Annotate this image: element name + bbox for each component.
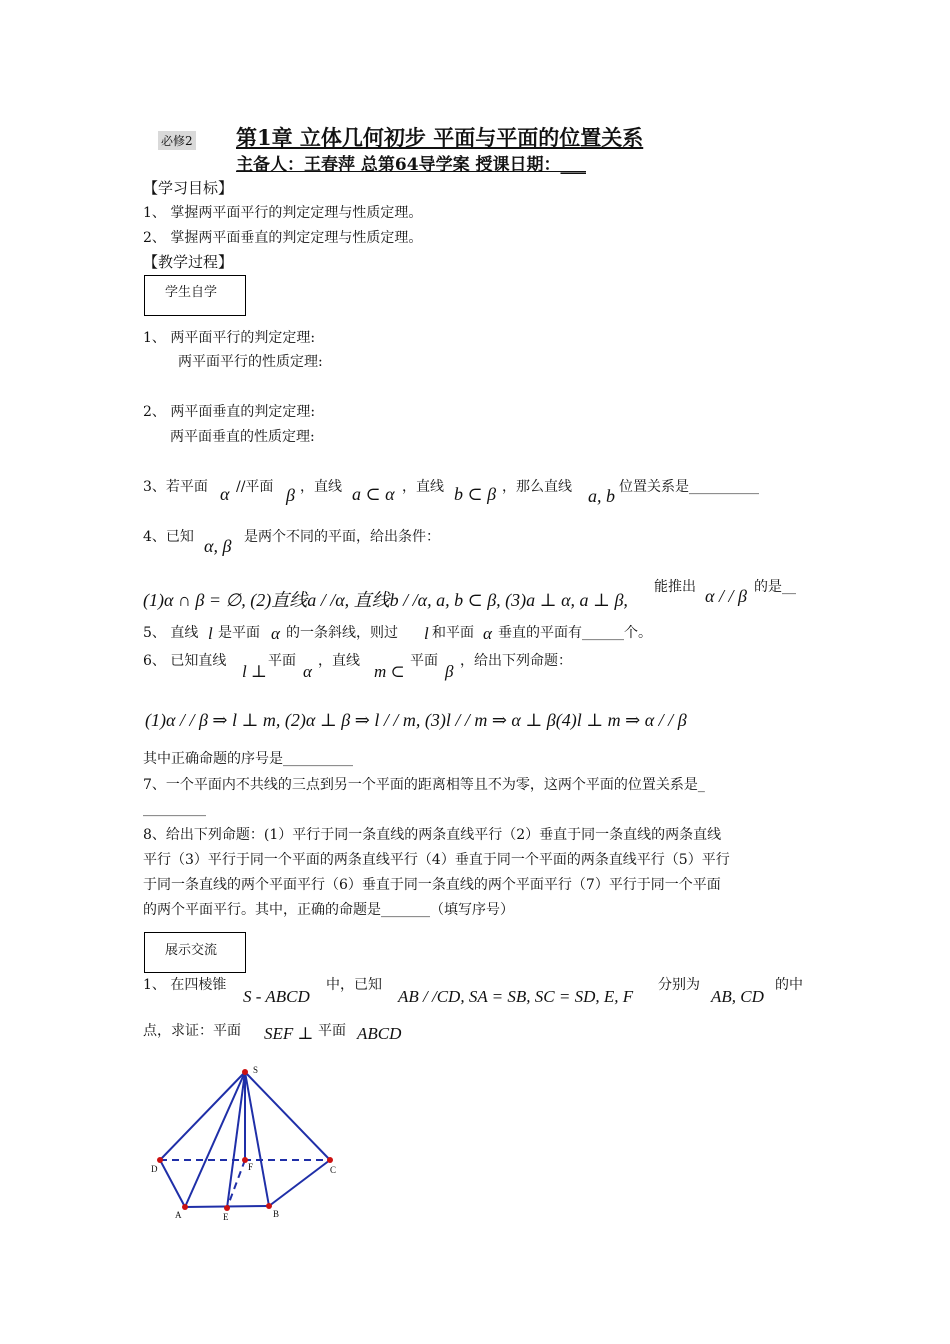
label-E: E [223,1212,229,1222]
showcase-label: 展示交流 [165,943,218,958]
goals-heading: 【学习目标】 [143,179,234,197]
ex1-math: AB / /CD, SA = SB, SC = SD, E, F [398,987,634,1006]
q6-text: 平面 [268,653,296,669]
ex1-text: 点，求证：平面 [143,1023,241,1039]
q5-math: l [208,624,213,643]
q8-line: 于同一条直线的两个平面平行（6）垂直于同一条直线的两个平面平行（7）平行于同一个平面 [143,877,721,893]
point-A [182,1204,188,1210]
figure-edges [160,1072,330,1208]
q5-text: 是平面 [218,625,260,641]
q4-text: 能推出 [654,579,696,595]
q3-text: 3、若平面 [143,479,208,495]
q6-math: l ⊥ [242,662,267,681]
q3-text: 位置关系是__________ [619,479,759,495]
q3-math: β [286,485,295,505]
q8-line: 的两个平面平行。其中，正确的命题是_______（填写序号） [143,902,514,918]
q4-math: α / / β [705,586,747,606]
label-S: S [253,1065,259,1075]
point-S [242,1069,248,1075]
q4-text: 是两个不同的平面，给出条件： [244,529,440,545]
pyramid-figure [140,1060,360,1230]
q6-answer: 其中正确命题的序号是__________ [143,751,353,767]
ex1-text: 平面 [318,1023,346,1039]
point-D [157,1157,163,1163]
q5-text: 垂直的平面有______个。 [498,625,652,641]
q5-math: l [424,624,429,643]
q1-line-1: 1、 两平面平行的判定定理: [143,330,316,346]
edge-BC [269,1160,330,1206]
point-E [224,1205,230,1211]
edge-DA [160,1160,185,1207]
goal-item: 2、 掌握两平面垂直的判定定理与性质定理。 [143,230,423,246]
q5-math: α [271,624,280,643]
edge-SD [160,1072,245,1160]
q7-line-2: _________ [143,801,206,817]
q4-formula: (1)α ∩ β = ∅, (2)直线a / /α, 直线b / /α, a, b ⊂ β, (3)a ⊥ α, a ⊥ β, [143,590,628,610]
q3-text: ，直线 [300,479,342,495]
q8-line: 平行（3）平行于同一个平面的两条直线平行（4）垂直于同一个平面的两条直线平行（5）平行 [143,852,730,868]
q3-text: ，那么直线 [502,479,572,495]
q3-math: α [220,484,230,504]
q5-text: 5、 直线 [143,625,199,641]
q7-line-1: 7、一个平面内不共线的三点到另一个平面的距离相等且不为零，这两个平面的位置关系是_ [143,777,705,793]
ex1-text: 分别为 [658,977,700,993]
process-heading: 【教学过程】 [143,253,234,271]
q3-math: b ⊂ β [454,484,497,504]
q3-text: ，直线 [402,479,444,495]
ex1-math: ABCD [357,1024,402,1043]
q5-math: α [483,624,492,643]
page-title: 第1章 立体几何初步 平面与平面的位置关系 [236,125,644,150]
q4-text: 的是__ [754,579,796,595]
q3-text: //平面 [236,479,274,495]
q4-text: 4、已知 [143,529,194,545]
q5-text: 的一条斜线，则过 [286,625,398,641]
q6-text: ，直线 [318,653,360,669]
q6-math: m ⊂ [374,662,405,681]
point-B [266,1203,272,1209]
q1-line-2: 两平面平行的性质定理: [178,354,323,370]
q6-text: ，给出下列命题： [460,653,572,669]
q4-math: α, β [204,536,232,556]
q3-math: a ⊂ α [352,484,395,504]
label-F: F [248,1162,254,1172]
q6-text: 6、 已知直线 [143,653,227,669]
self-study-label: 学生自学 [165,285,218,300]
q2-line-1: 2、 两平面垂直的判定定理: [143,404,316,420]
ex1-math: S - ABCD [243,987,310,1006]
ex1-math: SEF ⊥ [264,1024,314,1043]
q8-line: 8、给出下列命题：(1）平行于同一条直线的两条直线平行（2）垂直于同一条直线的两条直线 [143,827,722,843]
q6-text: 平面 [410,653,438,669]
q6-formula: (1)α / / β ⇒ l ⊥ m, (2)α ⊥ β ⇒ l / / m, (3)l / / m ⇒ α ⊥ β(4)l ⊥ m ⇒ α / / β [145,710,687,730]
ex1-text: 中，已知 [326,977,382,993]
q3-math: a, b [588,486,615,506]
course-tag: 必修2 [158,131,196,150]
q2-line-2: 两平面垂直的性质定理: [170,429,315,445]
point-C [327,1157,333,1163]
label-C: C [330,1165,337,1175]
ex1-text: 的中 [775,977,803,993]
page-subtitle: 主备人：王春萍 总第64导学案 授课日期：___ [236,155,586,175]
goal-item: 1、 掌握两平面平行的判定定理与性质定理。 [143,205,423,221]
q5-text: 和平面 [432,625,474,641]
q6-math: α [303,662,312,681]
ex1-text: 1、 在四棱锥 [143,977,227,993]
label-A: A [175,1210,182,1220]
label-D: D [151,1164,158,1174]
ex1-math: AB, CD [711,987,764,1006]
label-B: B [273,1209,280,1219]
q6-math: β [445,662,454,681]
